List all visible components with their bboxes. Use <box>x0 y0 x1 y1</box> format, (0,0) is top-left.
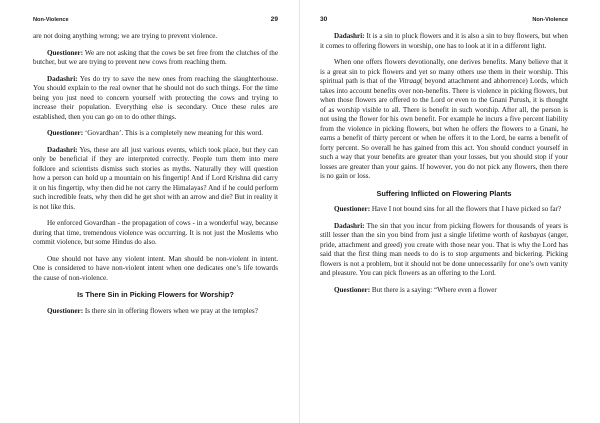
speaker-label: Questioner: <box>334 205 371 213</box>
speaker-label: Dadashri: <box>334 32 365 40</box>
speaker-label: Questioner: <box>47 306 84 315</box>
paragraph: Dadashri: It is a sin to pluck flowers and it is also a sin to buy flowers, but when it comes to offering flowers in worship, one has to look at it in a different light. <box>320 32 568 50</box>
section-title: Suffering Inflicted on Flowering Plants <box>376 188 512 198</box>
paragraph: Questioner: Have I not bound sins for all the flowers that I have picked so far? <box>334 205 562 213</box>
running-title: Non-Violence <box>532 17 568 23</box>
running-title: Non-Violence <box>33 17 69 23</box>
paragraph: Questioner: ‘Govardhan’. This is a completely new meaning for this word. <box>47 129 264 137</box>
paragraph: When one offers flowers devotionally, one derives benefits. Many believe that it is a great sin to pick flowers and yet so many others use them in their worship. This spiritual path is that of the Vitraag( beyond attachment and abhorrence) Lords, which takes into account benefits over non-benefits. There is violence in picking flowers, but when those flowers are offered to the Lord or even to the Gnani Purush, it is thought of as worship visible to all. There is benefit in such worship. After all, the person is not using the flower for his own benefit. For example he incurs a five percent liability from the violence in picking flowers, but when he offers the flowers to a Gnani, he earns a benefit of thirty percent or when he offers it to the Lord, he earns a benefit of forty percent. So overall he has gained from this act. You should conduct yourself in such a way that your benefits are greater than your losses, but you should stop if your losses are greater than your gains. If however, you do not pick any flowers, then there is no gain or loss. <box>320 58 568 180</box>
left-running-head <box>33 16 278 23</box>
speaker-label: Dadashri: <box>47 74 78 83</box>
right-page <box>300 0 600 423</box>
right-body <box>320 32 568 295</box>
right-running-head <box>320 16 568 23</box>
speaker-label: Dadashri: <box>334 221 365 230</box>
paragraph: One should not have any violent intent. Man should be non-violent in intent. One is considered to have non-violent intent when one dedicates one’s life towards the cause of non-violence. <box>33 254 278 282</box>
paragraph: Dadashri: Yes do try to save the new ones from reaching the slaughterhouse. You should explain to the real owner that he should not do such things. For the time being you just need to concern yourself with protecting the cows and trying to increase their population. Everything else is secondary. Once these rules are established, then you can go on to do other things. <box>33 74 278 121</box>
paragraph: Questioner: We are not asking that the cows be set free from the clutches of the butcher, but we are trying to prevent new cows from reaching them. <box>33 48 279 66</box>
italic-term: kashayas <box>519 231 547 239</box>
speaker-label: Questioner: <box>334 285 371 294</box>
paragraph: Dadashri: The sin that you incur from picking flowers for thousands of years is still lesser than the sin you bind from just a single lifetime worth of kashayas (anger, pride, attachment and greed) you create with those near you. That is why the Lord has said that the first thing man needs to do is to stop arguments and bickering. Picking flowers is not a problem, but it should not be done unnecessarily for one’s own vanity and pleasure. You can pick flowers as an offering to the Lord. <box>320 221 568 277</box>
paragraph: He enforced Govardhan - the propagation of cows - in a wonderful way, because during that time, tremendous violence was occurring. It is not just the Moslems who commit violence, but some Hindus do also. <box>33 219 278 246</box>
speaker-label: Questioner: <box>47 129 84 137</box>
page-number: 29 <box>270 16 278 23</box>
paragraph: Questioner: But there is a saying: “Where even a flower <box>334 285 497 294</box>
left-body <box>33 32 278 316</box>
speaker-label: Dadashri: <box>47 145 78 154</box>
speaker-label: Questioner: <box>47 48 84 57</box>
page-number: 30 <box>320 16 328 23</box>
paragraph: Questioner: Is there sin in offering flowers when we pray at the temples? <box>47 306 258 315</box>
paragraph: Dadashri: Yes, these are all just various events, which took place, but they can only be beneficial if they are interpreted correctly. People turn them into mere folklore and scientists dismiss such stories as myths. Naturally they will question how a person can hold up a mountain on his fingertip! And if Lord Krishna did carry it on his fingertip, why then did he not carry the Himalayas? And if he could perform such incredible feats, why then did he get shot with an arrow and die? But in reality it is not like this. <box>33 145 278 211</box>
section-title: Is There Sin in Picking Flowers for Worship? <box>77 290 234 299</box>
italic-term: Vitraag <box>398 77 421 85</box>
paragraph: are not doing anything wrong; we are trying to prevent violence. <box>33 32 218 40</box>
